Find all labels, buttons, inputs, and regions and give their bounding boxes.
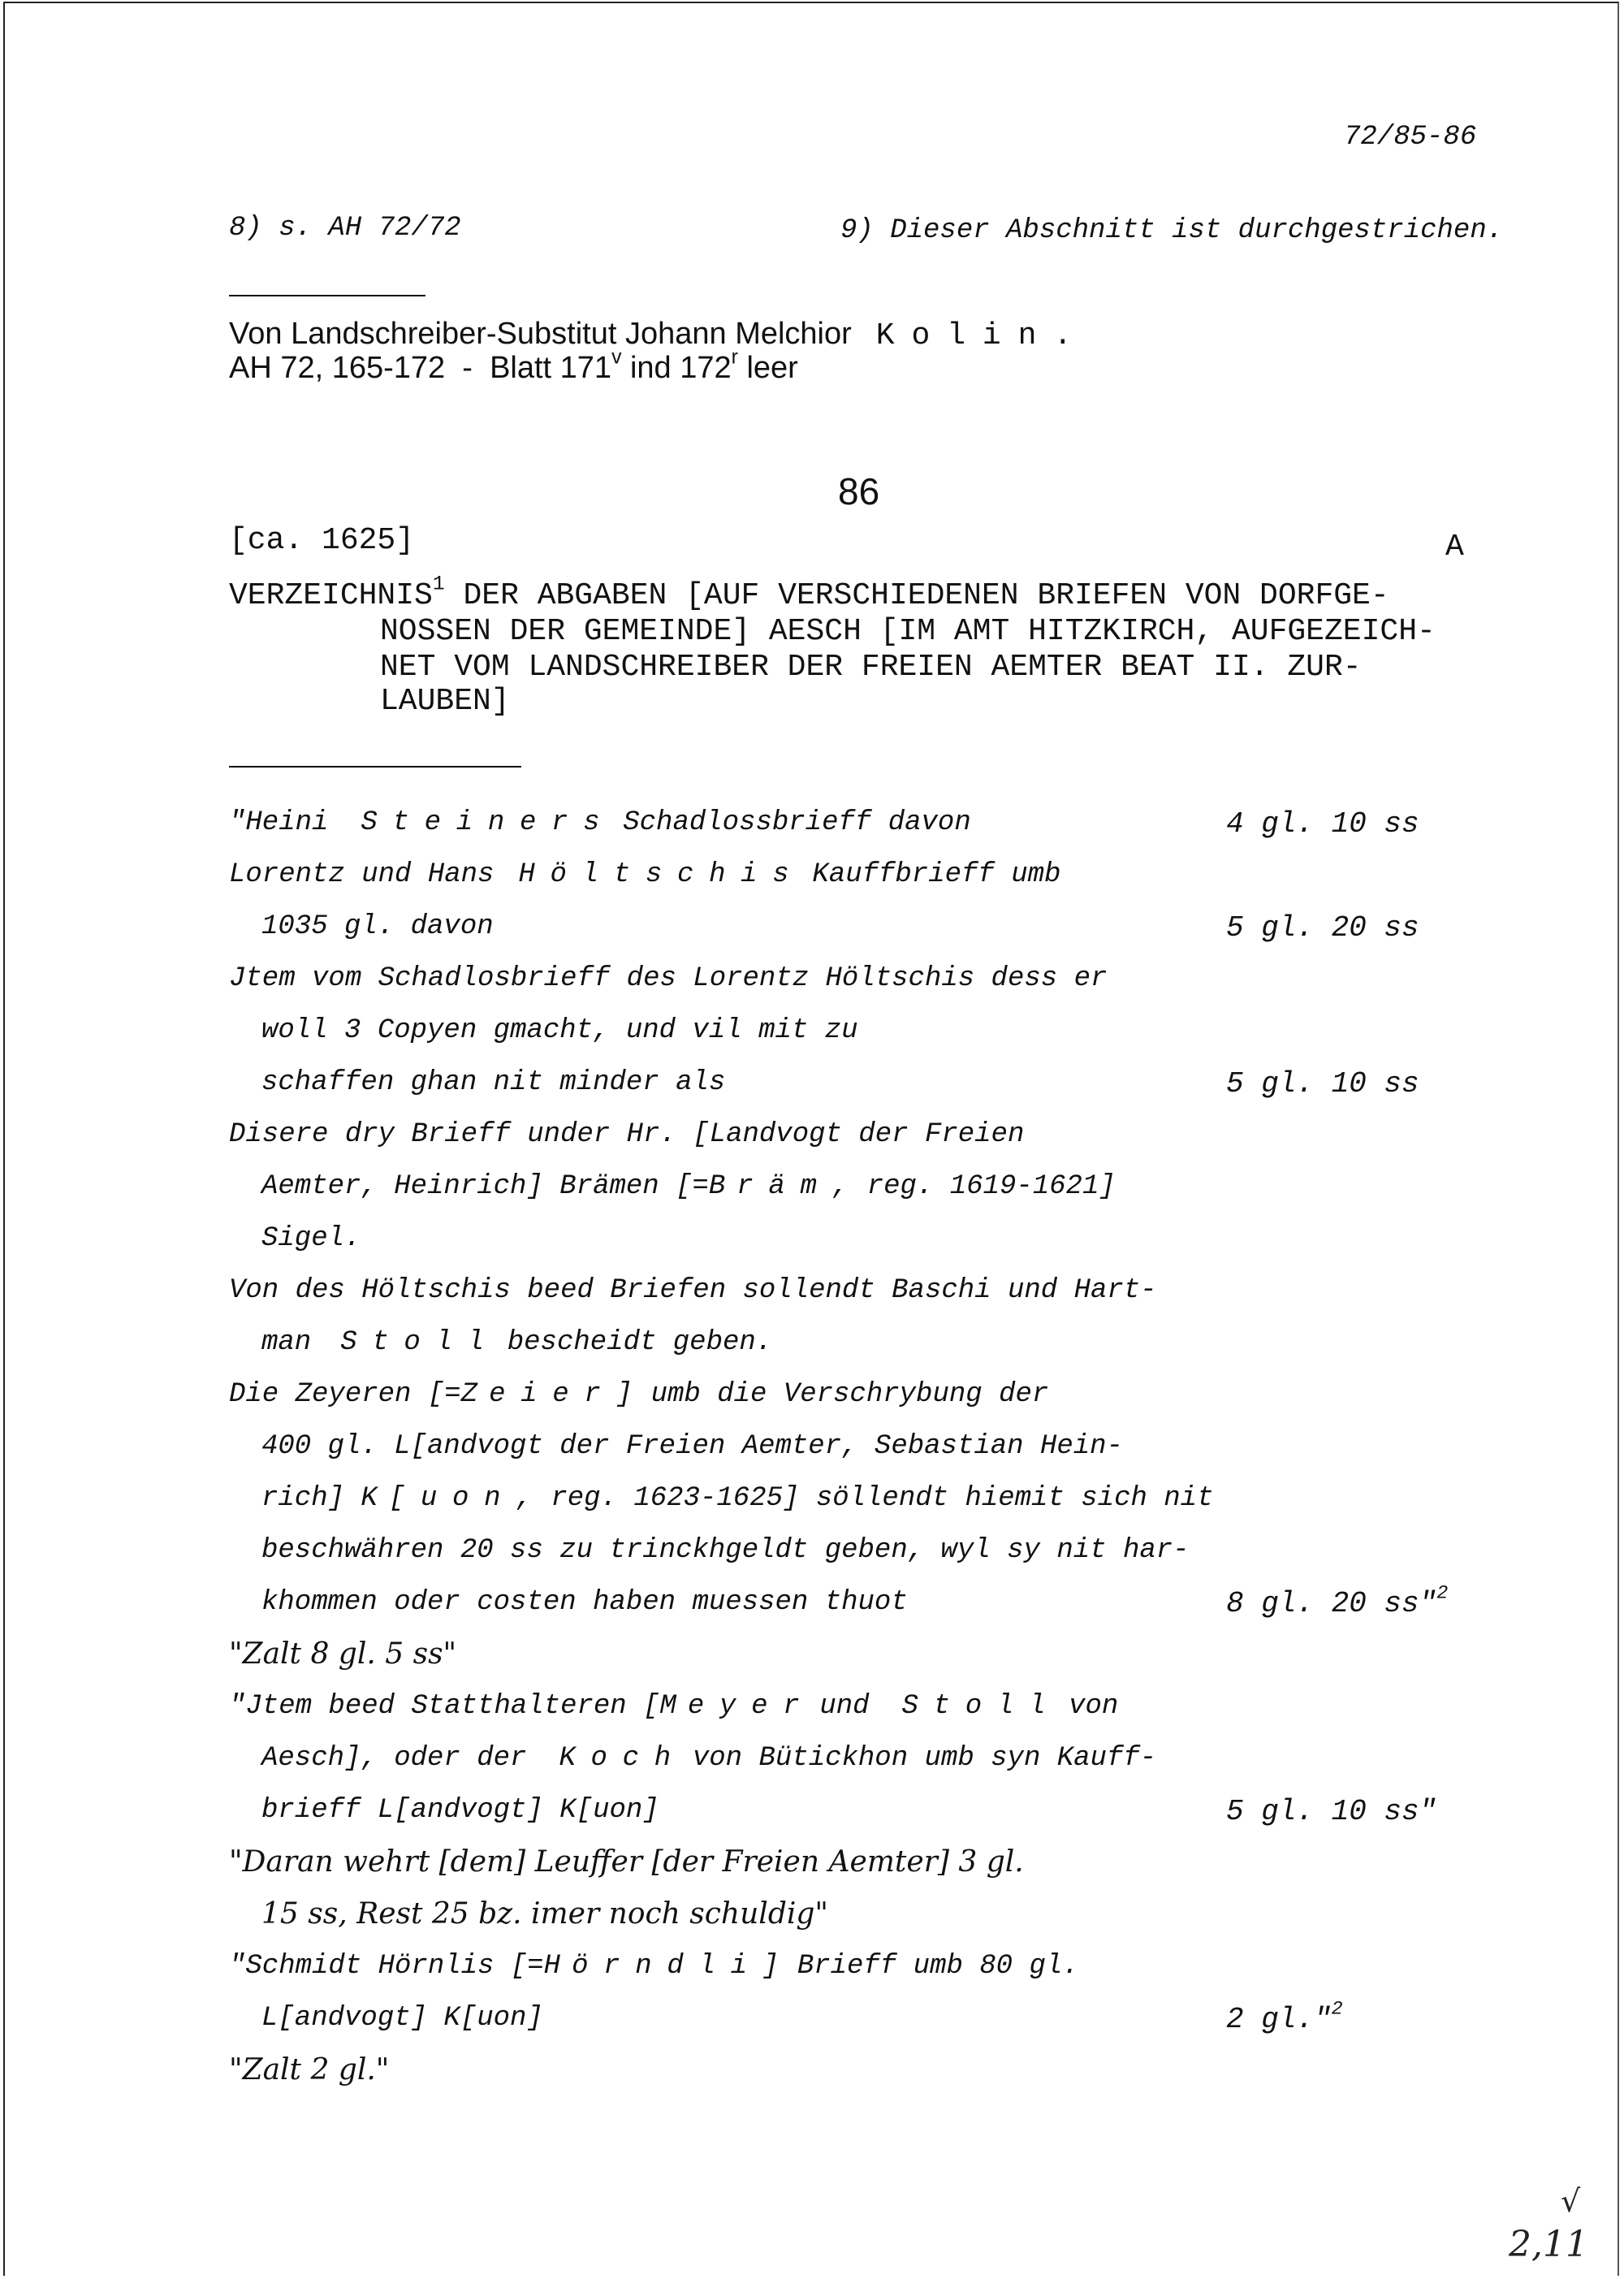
prev-doc-line-2	[229, 346, 798, 387]
entry-line: L[andvogt] K[uon]	[261, 2003, 543, 2034]
entry-text: und	[819, 1691, 870, 1722]
prev-doc-leaf: ind 172	[621, 351, 732, 385]
entry-line: schaffen ghan nit minder als	[261, 1067, 726, 1098]
sup-v: v	[611, 346, 622, 369]
entry-amount: 5 gl. 20 ss	[1226, 911, 1419, 945]
document-marker: A	[1445, 530, 1464, 564]
prev-doc-archive: AH 72, 165-172 - Blatt 171	[229, 351, 612, 385]
footnote-rule	[229, 295, 425, 296]
entry-text: Kauffbrieff umb	[812, 859, 1061, 890]
entry-line: brieff L[andvogt] K[uon]	[261, 1795, 659, 1826]
entry-spaced-name: Steiners	[361, 807, 615, 838]
footnote-9: 9) Dieser Abschnitt ist durchgestrichen.	[840, 215, 1504, 246]
entry-line: beschwähren 20 ss zu trinckhgeldt geben, wyl sy nit har-	[261, 1535, 1190, 1566]
entry-text: rich] K	[261, 1483, 378, 1514]
entry-line	[229, 859, 1060, 890]
entry-text: umb die Verschrybung der	[650, 1379, 1049, 1410]
handwritten-note: "Zalt 2 gl."	[229, 2053, 390, 2087]
footnote-ref: 2	[1331, 1999, 1343, 2021]
entry-spaced-name: örndli]	[572, 1951, 794, 1982]
entry-line	[229, 1379, 1048, 1410]
page-reference: 72/85-86	[1344, 122, 1477, 153]
entry-text: von Bütickhon umb syn Kauff-	[692, 1743, 1157, 1774]
entry-line: 1035 gl. davon	[261, 911, 494, 942]
entry-text: bescheidt geben.	[507, 1327, 773, 1358]
entry-text: Brieff umb 80 gl.	[797, 1951, 1079, 1982]
amount-value: 2 gl."	[1226, 2003, 1332, 2036]
entry-line: woll 3 Copyen gmacht, und vil mit zu	[261, 1015, 858, 1046]
entry-line	[261, 1483, 1214, 1514]
entry-line	[229, 1951, 1079, 1982]
handwritten-note: "Zalt 8 gl. 5 ss"	[229, 1637, 457, 1671]
amount-value: 8 gl. 20 ss"	[1226, 1587, 1437, 1620]
heading-title: VERZEICHNIS	[229, 578, 433, 613]
entry-text: man	[261, 1327, 312, 1358]
entry-line	[261, 1327, 772, 1358]
entry-amount: 5 gl. 10 ss	[1226, 1067, 1419, 1101]
entry-amount	[1226, 1583, 1449, 1620]
entry-amount: 5 gl. 10 ss"	[1226, 1795, 1437, 1828]
entry-amount	[1226, 1999, 1343, 2036]
entry-spaced-name: eyer	[687, 1691, 815, 1722]
entry-line	[261, 1171, 1116, 1202]
entry-text: Aesch], oder der	[261, 1743, 527, 1774]
entry-amount: 4 gl. 10 ss	[1226, 807, 1419, 841]
entry-spaced-name: Stoll	[901, 1691, 1061, 1722]
entry-text: reg. 1623-1625] söllendt hiemit sich nit	[551, 1483, 1214, 1514]
footnote-ref: 2	[1436, 1583, 1449, 1605]
footnote-8: 8) s. AH 72/72	[229, 213, 461, 244]
entry-spaced-name: Höltschis	[518, 859, 805, 890]
handwritten-note: "Daran wehrt [dem] Leuffer [der Freien Aemter] 3 gl.	[229, 1845, 1024, 1879]
entry-line: Sigel.	[261, 1223, 361, 1254]
entry-text: "Heini	[229, 807, 329, 838]
prev-doc-author: Von Landschreiber-Substitut Johann Melchior	[229, 317, 852, 351]
entry-text: Schadlossbrieff davon	[623, 807, 971, 838]
heading-line-3: NET VOM LANDSCHREIBER DER FREIEN AEMTER BEAT II. ZUR-	[380, 650, 1362, 685]
entry-spaced-name: Koch	[559, 1743, 686, 1774]
entry-text: reg. 1619-1621]	[866, 1171, 1116, 1202]
entry-line	[229, 807, 971, 838]
entry-text: Lorentz und Hans	[229, 859, 495, 890]
entry-line: Disere dry Brieff under Hr. [Landvogt der Freien	[229, 1119, 1025, 1150]
entry-spaced-name: eier]	[489, 1379, 648, 1410]
entry-line: Von des Höltschis beed Briefen sollendt Baschi und Hart-	[229, 1275, 1157, 1306]
sup-r: r	[731, 346, 738, 369]
heading-footnote-ref: 1	[432, 573, 445, 596]
check-mark: √	[1561, 2183, 1581, 2219]
prev-doc-author-name: Kolin.	[875, 318, 1090, 353]
prev-doc-empty: leer	[737, 351, 798, 385]
heading-rule	[229, 766, 521, 768]
entry-text: "Jtem beed Statthalteren [M	[229, 1691, 676, 1722]
entry-text: Aemter, Heinrich] Brämen [=B	[261, 1171, 726, 1202]
entry-text: von	[1069, 1691, 1119, 1722]
heading-line-4: LAUBEN]	[380, 684, 510, 719]
entry-line: 400 gl. L[andvogt der Freien Aemter, Sebastian Hein-	[261, 1431, 1123, 1462]
entry-text: "Schmidt Hörnlis [=H	[229, 1951, 561, 1982]
document-number: 86	[838, 470, 880, 512]
entry-spaced-name: Stoll	[340, 1327, 499, 1358]
handwritten-note: 15 ss, Rest 25 bz. imer noch schuldig"	[261, 1897, 828, 1931]
heading-rest: DER ABGABEN [AUF VERSCHIEDENEN BRIEFEN VON DORFGE-	[444, 578, 1389, 613]
prev-doc-line-1	[229, 317, 1089, 353]
entry-spaced-name: [uon,	[388, 1483, 548, 1514]
entry-spaced-name: räm,	[736, 1171, 864, 1202]
heading-line-2: NOSSEN DER GEMEINDE] AESCH [IM AMT HITZKIRCH, AUFGEZEICH-	[380, 614, 1436, 649]
entry-line	[261, 1743, 1156, 1774]
entry-text: Die Zeyeren [=Z	[229, 1379, 478, 1410]
entry-line: Jtem vom Schadlosbrieff des Lorentz Höltschis dess er	[229, 963, 1108, 994]
document-date: [ca. 1625]	[229, 523, 415, 558]
entry-line: khommen oder costen haben muessen thuot	[261, 1587, 908, 1618]
entry-line	[229, 1691, 1118, 1722]
handwritten-folio-number: 2,11	[1509, 2224, 1588, 2265]
heading-line-1	[229, 573, 1389, 613]
